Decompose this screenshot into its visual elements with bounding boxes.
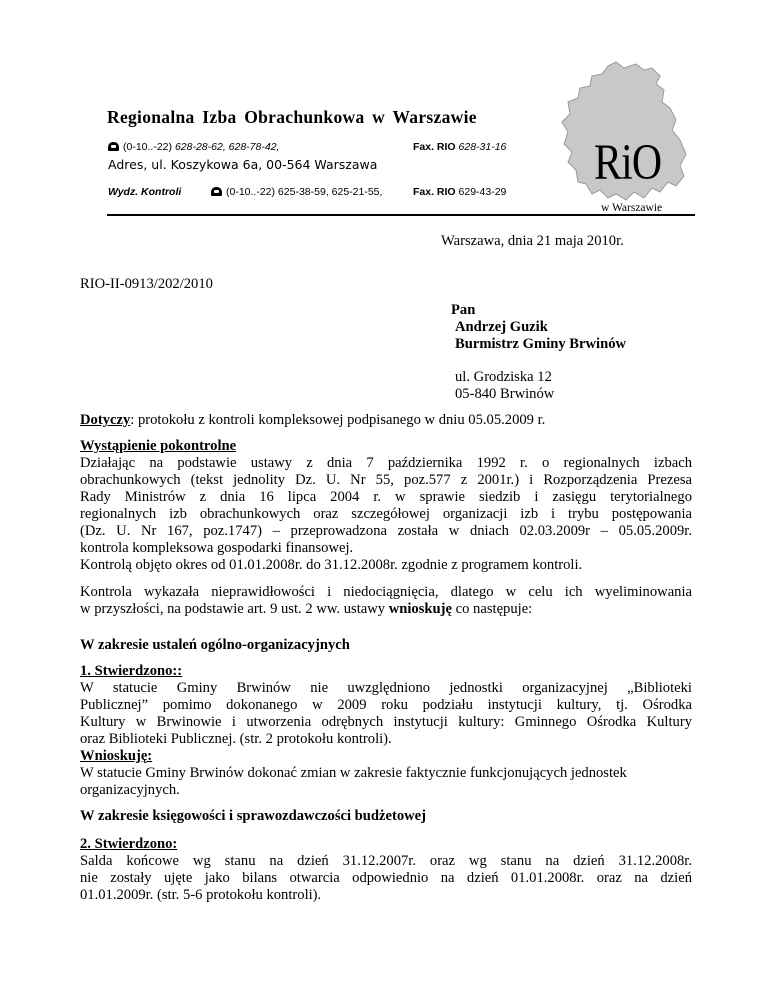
item1-line: Kultury w Brwinowie i utworzenia odrębnych instytucji kultury: Gminnego Ośrodka Kultury: [80, 714, 692, 730]
intro-line: Kontrolą objęto okres od 01.01.2008r. do 31.12.2008r. zgodnie z programem kontroli.: [80, 557, 583, 573]
phone-numbers: 628-28-62, 628-78-42,: [174, 141, 280, 153]
findings-intro: [80, 584, 692, 618]
request-keyword: wnioskuję: [388, 601, 452, 617]
item2-line: 01.01.2009r. (str. 5-6 protokołu kontroli).: [80, 887, 322, 903]
org-title: Regionalna Izba Obrachunkowa w Warszawie: [107, 107, 477, 127]
phone-line: [108, 141, 279, 153]
recipient-street: ul. Grodziska 12: [455, 369, 552, 385]
recipient-name: Andrzej Guzik: [455, 319, 548, 335]
header-divider: [107, 214, 695, 216]
item2-block: [80, 836, 692, 904]
recipient-salutation: Pan: [451, 302, 476, 318]
section1-heading-text: W zakresie ustaleń ogólno-organizacyjnych: [80, 637, 350, 653]
item2-line: Salda końcowe wg stanu na dzień 31.12.2007r. oraz wg stanu na dzień 31.12.2008r.: [80, 853, 692, 869]
section2-heading: [80, 808, 692, 825]
logo-subtitle: w Warszawie: [601, 202, 663, 214]
item1-request-line: organizacyjnych.: [80, 782, 180, 798]
section1-heading: [80, 637, 692, 654]
regarding-label: Dotyczy: [80, 412, 131, 428]
dept-phone: (0-10..-22) 625-38-59, 625-21-55,: [226, 186, 383, 198]
fax-number: 628-31-16: [458, 141, 507, 153]
item1-line: W statucie Gminy Brwinów nie uwzględniono jednostki organizacyjnej „Biblioteki: [80, 680, 692, 696]
item1-request-label: Wnioskuję:: [80, 748, 153, 764]
intro-section: [80, 438, 692, 574]
item1-line: oraz Biblioteki Publicznej. (str. 2 protokołu kontroli).: [80, 731, 392, 747]
intro-line: Rady Ministrów z dnia 16 lipca 2004 r. w sprawie siedzib i zasięgu terytorialnego: [80, 489, 692, 505]
org-address: Adres, ul. Koszykowa 6a, 00-564 Warszawa: [108, 157, 378, 172]
intro-line: obrachunkowych (tekst jednolity Dz. U. Nr 55, poz.577 z 2001r.) i Rozporządzenia Prezesa: [80, 472, 692, 488]
item1-block: [80, 663, 692, 799]
phone-icon: [108, 142, 119, 151]
regarding-text: : protokołu z kontroli kompleksowej podpisanego w dniu 05.05.2009 r.: [130, 412, 546, 428]
reference-number: RIO-II-0913/202/2010: [80, 276, 213, 292]
section2-heading-text: W zakresie księgowości i sprawozdawczości budżetowej: [80, 808, 427, 824]
dept-fax-label: Fax. RIO: [413, 186, 456, 198]
intro-line: regionalnych izb obrachunkowych oraz szczegółowej organizacji izb i trybu postępowania: [80, 506, 692, 522]
regarding-line: [80, 412, 545, 429]
intro-line: (Dz. U. Nr 167, poz.1747) – przeprowadzona została w dniach 02.03.2009r – 05.05.2009r.: [80, 523, 692, 539]
item2-line: nie zostały ujęte jako bilans otwarcia odpowiednio na dzień 01.01.2008r. oraz na dzień: [80, 870, 692, 886]
fax-line: [413, 141, 506, 153]
phone-prefix: (0-10..-22): [123, 141, 173, 153]
intro-line: Działając na podstawie ustawy z dnia 7 października 1992 r. o regionalnych izbach: [80, 455, 692, 471]
fax-label: Fax. RIO: [413, 141, 456, 153]
logo-text: RiO: [594, 135, 662, 191]
item1-line: Publicznej” pomimo dokonanego w 2009 roku podziału instytucji kultury, tj. Ośrodka: [80, 697, 692, 713]
item2-label: 2. Stwierdzono:: [80, 836, 178, 852]
recipient-title: Burmistrz Gminy Brwinów: [455, 336, 627, 352]
recipient-city: 05-840 Brwinów: [455, 386, 555, 402]
section-title: Wystąpienie pokontrolne: [80, 438, 237, 454]
dept-label: Wydz. Kontroli: [108, 186, 182, 198]
item1-label: 1. Stwierdzono::: [80, 663, 183, 679]
findings-intro-line: Kontrola wykazała nieprawidłowości i niedociągnięcia, dlatego w celu ich wyeliminowania: [80, 584, 692, 600]
item1-request-line: W statucie Gminy Brwinów dokonać zmian w zakresie faktycznie funkcjonujących jednostek: [80, 765, 627, 781]
intro-line: kontrola kompleksowa gospodarki finansowej.: [80, 540, 354, 556]
dept-fax-number: 629-43-29: [458, 186, 507, 198]
dept-phone-line: [211, 186, 382, 198]
date-line: Warszawa, dnia 21 maja 2010r.: [441, 233, 624, 249]
findings-intro-line: w przyszłości, na podstawie art. 9 ust. 2 ww. ustawy wnioskuję co następuje:: [80, 601, 533, 617]
dept-fax-line: [413, 186, 506, 198]
phone-icon: [211, 187, 222, 196]
